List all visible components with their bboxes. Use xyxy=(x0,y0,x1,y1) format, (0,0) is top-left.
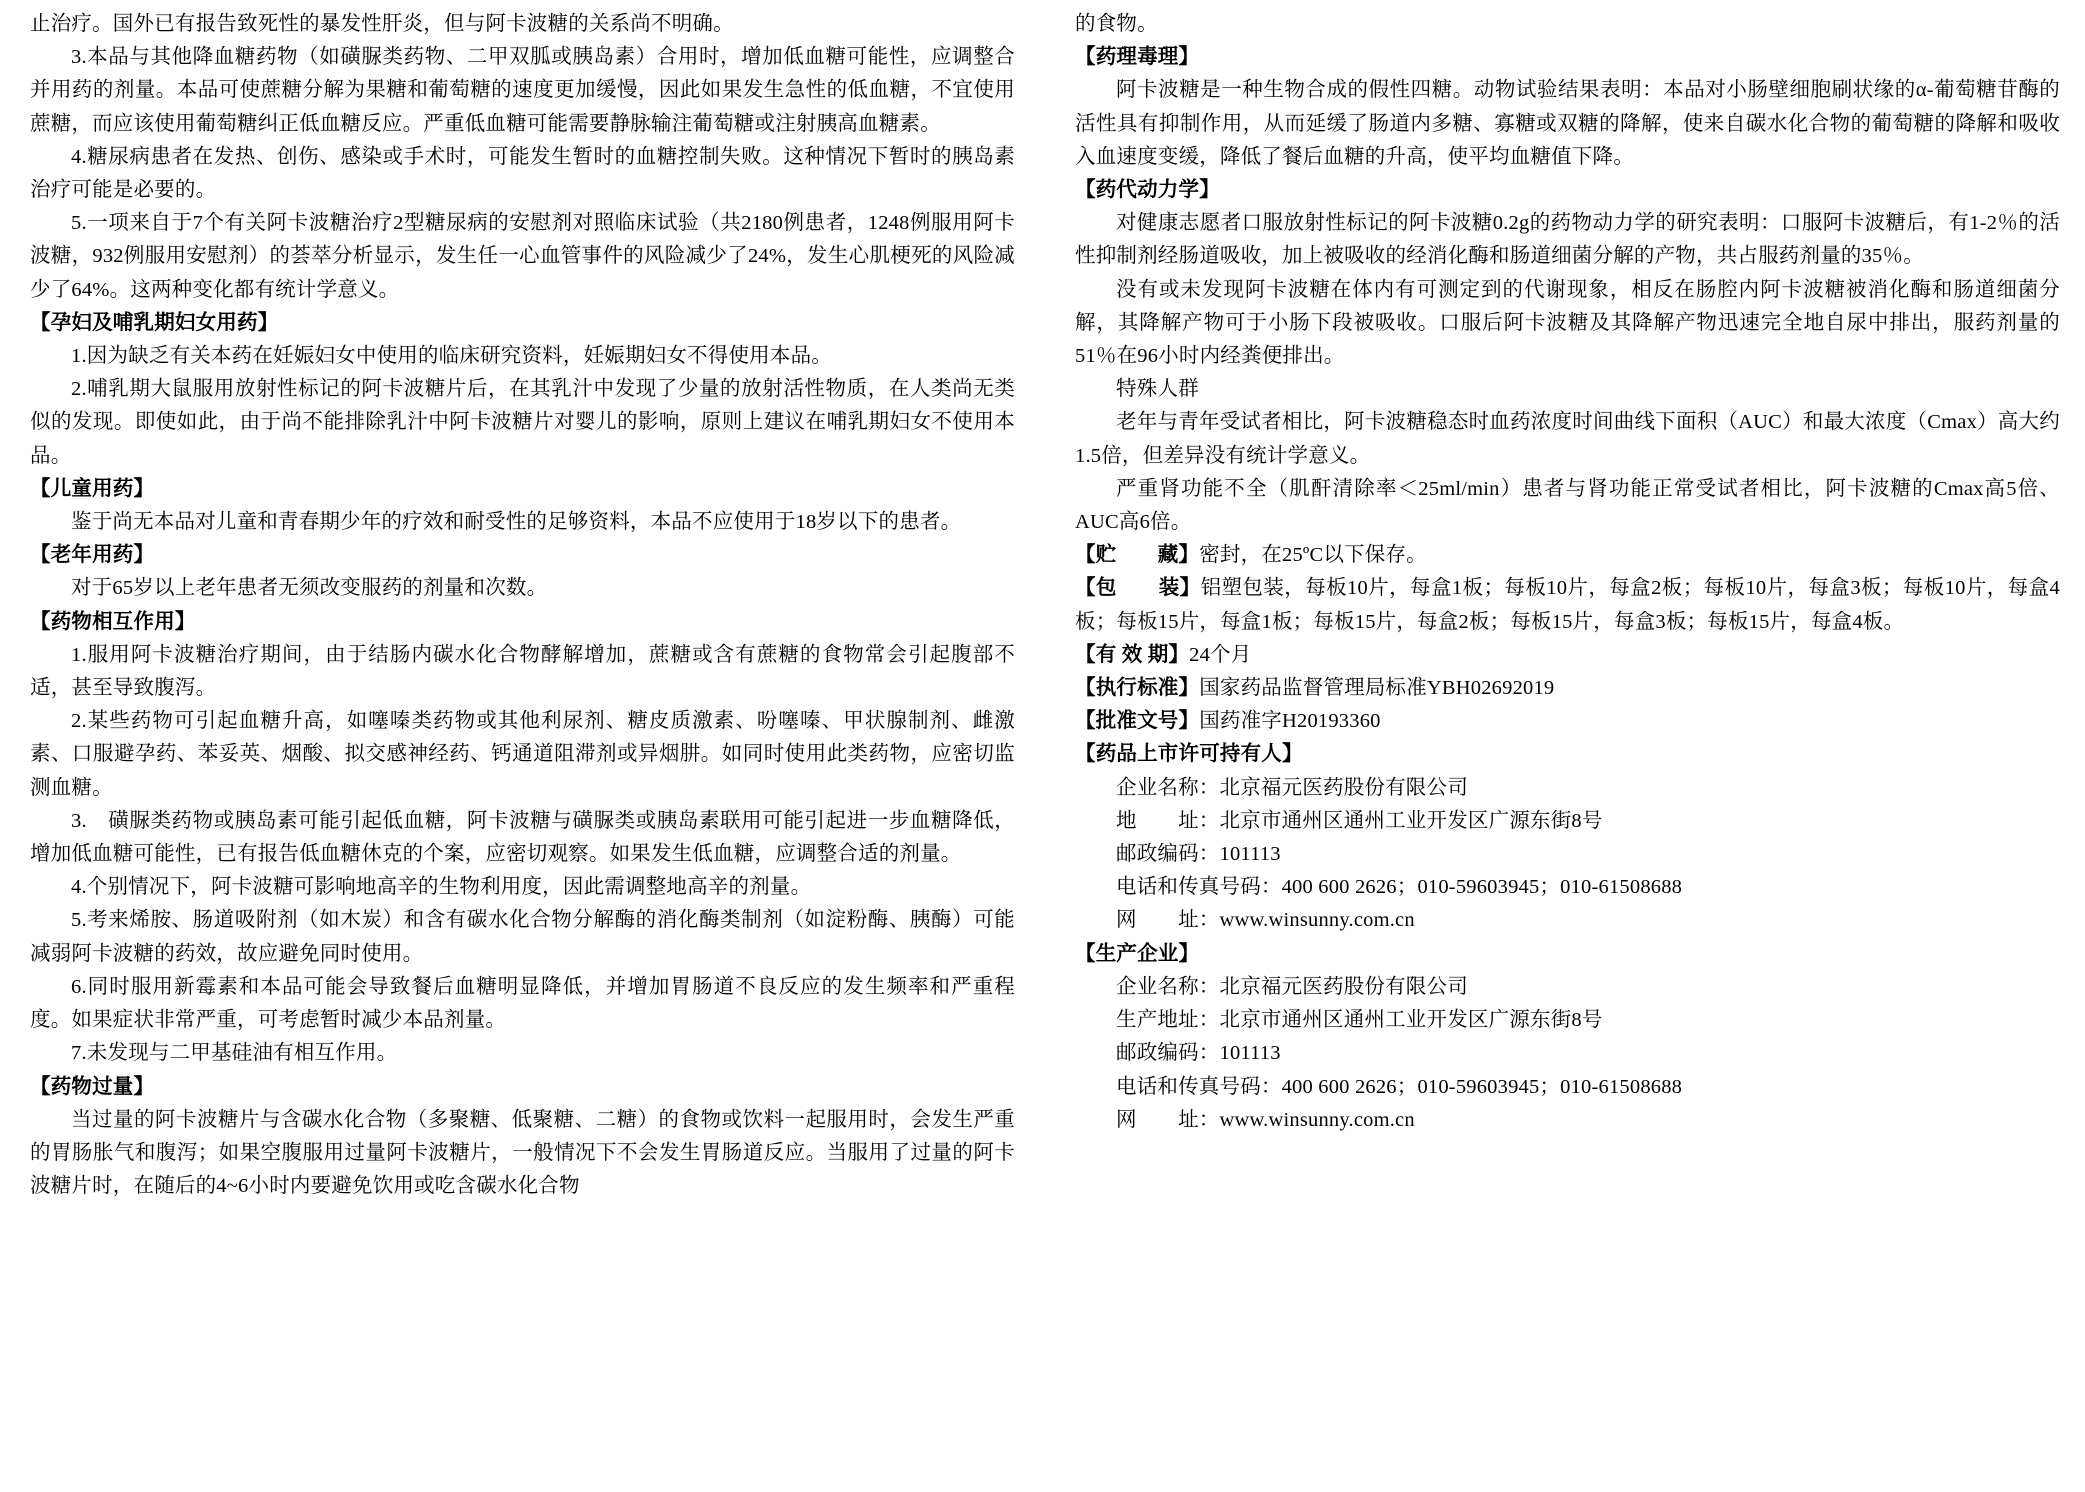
section-heading-manufacturer: 【生产企业】 xyxy=(1075,942,1200,965)
section-body: 对于65岁以上老年患者无须改变服药的剂量和次数。 xyxy=(71,577,548,600)
value-company-name: 北京福元医药股份有限公司 xyxy=(1219,776,1468,799)
manufacturer-phone xyxy=(1075,1071,2060,1104)
label-address: 地 址： xyxy=(1116,809,1220,832)
label-company-name: 企业名称： xyxy=(1116,776,1220,799)
label-zip: 邮政编码： xyxy=(1116,1042,1220,1065)
value-phone: 400 600 2626；010-59603945；010-61508688 xyxy=(1281,1075,1683,1098)
label-zip: 邮政编码： xyxy=(1116,843,1220,866)
subsection-title-special-populations: 特殊人群 xyxy=(1116,378,1199,401)
list-item: 4.糖尿病患者在发热、创伤、感染或手术时，可能发生暂时的血糖控制失败。这种情况下暂时的胰岛素治疗可能是必要的。 xyxy=(30,145,1015,202)
manufacturer-address xyxy=(1075,1004,2060,1037)
field-label-standard: 【执行标准】 xyxy=(1075,677,1200,700)
section-body: 没有或未发现阿卡波糖在体内有可测定到的代谢现象，相反在肠腔内阿卡波糖被消化酶和肠道细菌分解，其降解产物可于小肠下段被吸收。口服后阿卡波糖及其降解产物迅速完全地自尿中排出，服药剂量的51％在96小时内经粪便排出。 xyxy=(1075,278,2060,368)
paragraph-continuation: 止治疗。国外已有报告致死性的暴发性肝炎，但与阿卡波糖的关系尚不明确。 xyxy=(30,13,734,35)
left-column xyxy=(30,8,1015,1482)
list-item: 2.某些药物可引起血糖升高，如噻嗪类药物或其他利尿剂、糖皮质激素、吩噻嗪、甲状腺制剂、雌激素、口服避孕药、苯妥英、烟酸、拟交感神经药、钙通道阻滞剂或异烟肼。如同时使用此类药物，应密切监测血糖。 xyxy=(30,710,1015,799)
section-body: 严重肾功能不全（肌酐清除率＜25ml/min）患者与肾功能正常受试者相比，阿卡波糖的Cmax高5倍、AUC高6倍。 xyxy=(1075,477,2060,534)
section-heading-pregnancy: 【孕妇及哺乳期妇女用药】 xyxy=(30,311,279,334)
mah-phone xyxy=(1075,871,2060,904)
paragraph-continuation: 的食物。 xyxy=(1075,13,1158,35)
field-value-approval-number: 国药准字H20193360 xyxy=(1199,710,1381,733)
list-item: 2.哺乳期大鼠服用放射性标记的阿卡波糖片后，在其乳汁中发现了少量的放射活性物质，在人类尚无类似的发现。即使如此，由于尚不能排除乳汁中阿卡波糖片对婴儿的影响，原则上建议在哺乳期妇女不使用本品。 xyxy=(30,378,1015,467)
value-phone: 400 600 2626；010-59603945；010-61508688 xyxy=(1281,876,1683,899)
list-item: 1.服用阿卡波糖治疗期间，由于结肠内碳水化合物酵解增加，蔗糖或含有蔗糖的食物常会引起腹部不适，甚至导致腹泻。 xyxy=(30,643,1015,700)
label-company-name: 企业名称： xyxy=(1116,975,1220,998)
field-approval-number xyxy=(1075,705,2060,738)
label-website: 网 址： xyxy=(1116,1108,1220,1131)
list-item: 5.一项来自于7个有关阿卡波糖治疗2型糖尿病的安慰剂对照临床试验（共2180例患者，1248例服用阿卡波糖，932例服用安慰剂）的荟萃分析显示，发生任一心血管事件的风险减少了24%，发生心肌梗死的风险减少了64%。这两种变化都有统计学意义。 xyxy=(30,212,1015,301)
field-standard xyxy=(1075,672,2060,705)
manufacturer-zip xyxy=(1075,1037,2060,1070)
section-body: 鉴于尚无本品对儿童和青春期少年的疗效和耐受性的足够资料，本品不应使用于18岁以下的患者。 xyxy=(71,511,962,534)
list-item: 3. 磺脲类药物或胰岛素可能引起低血糖，阿卡波糖与磺脲类或胰岛素联用可能引起进一步血糖降低，增加低血糖可能性，已有报告低血糖休克的个案，应密切观察。如果发生低血糖，应调整合适的剂量。 xyxy=(30,809,1015,866)
value-production-address: 北京市通州区通州工业开发区广源东街8号 xyxy=(1219,1009,1603,1032)
field-label-validity: 【有 效 期】 xyxy=(1075,643,1190,666)
value-website: www.winsunny.com.cn xyxy=(1219,1108,1415,1131)
section-heading-mah: 【药品上市许可持有人】 xyxy=(1075,743,1303,766)
list-item: 7.未发现与二甲基硅油有相互作用。 xyxy=(71,1042,398,1065)
value-company-name: 北京福元医药股份有限公司 xyxy=(1219,975,1468,998)
value-zip: 101113 xyxy=(1219,843,1281,866)
field-value-storage: 密封，在25ºC以下保存。 xyxy=(1199,544,1427,567)
mah-company xyxy=(1075,772,2060,805)
field-value-validity: 24个月 xyxy=(1189,643,1252,666)
manufacturer-website xyxy=(1075,1104,2060,1137)
label-phone: 电话和传真号码： xyxy=(1116,1075,1282,1098)
field-value-standard: 国家药品监督管理局标准YBH02692019 xyxy=(1199,677,1555,700)
value-zip: 101113 xyxy=(1219,1042,1281,1065)
field-validity xyxy=(1075,639,2060,672)
section-body: 当过量的阿卡波糖片与含碳水化合物（多聚糖、低聚糖、二糖）的食物或饮料一起服用时，会发生严重的胃肠胀气和腹泻；如果空腹服用过量阿卡波糖片，一般情况下不会发生胃肠道反应。当服用了过量的阿卡波糖片时，在随后的4~6小时内要避免饮用或吃含碳水化合物 xyxy=(30,1108,1015,1198)
list-item: 3.本品与其他降血糖药物（如磺脲类药物、二甲双胍或胰岛素）合用时，增加低血糖可能性，应调整合并用药的剂量。本品可使蔗糖分解为果糖和葡萄糖的速度更加缓慢，因此如果发生急性的低血糖，不宜使用蔗糖，而应该使用葡萄糖纠正低血糖反应。严重低血糖可能需要静脉输注葡萄糖或注射胰高血糖素。 xyxy=(30,46,1015,135)
section-heading-pharmacology: 【药理毒理】 xyxy=(1075,46,1200,69)
field-label-approval-number: 【批准文号】 xyxy=(1075,710,1200,733)
label-website: 网 址： xyxy=(1116,909,1220,932)
right-column xyxy=(1075,8,2060,1482)
field-value-packaging: 铝塑包装，每板10片，每盒1板；每板10片，每盒2板；每板10片，每盒3板；每板10片，每盒4板；每板15片，每盒1板；每板15片，每盒2板；每板15片，每盒3板；每板15片，每盒4板。 xyxy=(1075,577,2060,633)
section-body: 对健康志愿者口服放射性标记的阿卡波糖0.2g的药物动力学的研究表明：口服阿卡波糖后，有1-2％的活性抑制剂经肠道吸收，加上被吸收的经消化酶和肠道细菌分解的产物，共占服药剂量的35％。 xyxy=(1075,212,2060,268)
label-phone: 电话和传真号码： xyxy=(1116,876,1282,899)
section-heading-overdose: 【药物过量】 xyxy=(30,1075,155,1098)
value-address: 北京市通州区通州工业开发区广源东街8号 xyxy=(1219,809,1603,832)
manufacturer-company xyxy=(1075,971,2060,1004)
section-heading-pharmacokinetics: 【药代动力学】 xyxy=(1075,179,1220,202)
field-label-packaging: 【包 装】 xyxy=(1075,577,1201,600)
field-packaging xyxy=(1075,572,2060,638)
list-item: 6.同时服用新霉素和本品可能会导致餐后血糖明显降低，并增加胃肠道不良反应的发生频率和严重程度。如果症状非常严重，可考虑暂时减少本品剂量。 xyxy=(30,975,1015,1032)
value-website: www.winsunny.com.cn xyxy=(1219,909,1415,932)
list-item: 4.个别情况下，阿卡波糖可影响地高辛的生物利用度，因此需调整地高辛的剂量。 xyxy=(71,876,812,899)
label-production-address: 生产地址： xyxy=(1116,1009,1220,1032)
section-heading-interactions: 【药物相互作用】 xyxy=(30,610,196,633)
section-body: 阿卡波糖是一种生物合成的假性四糖。动物试验结果表明：本品对小肠壁细胞刷状缘的α-葡萄糖苷酶的活性具有抑制作用，从而延缓了肠道内多糖、寡糖或双糖的降解，使来自碳水化合物的葡萄糖的降解和吸收入血速度变缓，降低了餐后血糖的升高，使平均血糖值下降。 xyxy=(1075,79,2060,168)
mah-website xyxy=(1075,904,2060,937)
mah-zip xyxy=(1075,838,2060,871)
section-body: 老年与青年受试者相比，阿卡波糖稳态时血药浓度时间曲线下面积（AUC）和最大浓度（Cmax）高大约1.5倍，但差异没有统计学意义。 xyxy=(1075,411,2060,467)
field-label-storage: 【贮 藏】 xyxy=(1075,544,1200,567)
field-storage xyxy=(1075,539,2060,572)
list-item: 1.因为缺乏有关本药在妊娠妇女中使用的临床研究资料，妊娠期妇女不得使用本品。 xyxy=(71,345,832,368)
section-heading-elderly: 【老年用药】 xyxy=(30,544,155,567)
list-item: 5.考来烯胺、肠道吸附剂（如木炭）和含有碳水化合物分解酶的消化酶类制剂（如淀粉酶、胰酶）可能减弱阿卡波糖的药效，故应避免同时使用。 xyxy=(30,909,1015,965)
mah-address xyxy=(1075,805,2060,838)
section-heading-children: 【儿童用药】 xyxy=(30,477,155,500)
